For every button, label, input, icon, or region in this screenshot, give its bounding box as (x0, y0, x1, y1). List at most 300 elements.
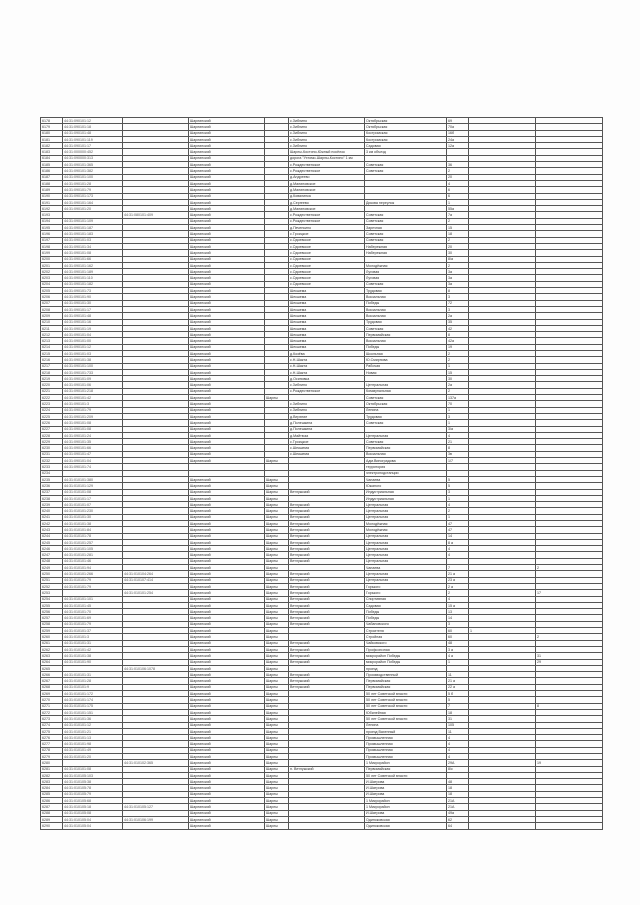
street-cell: Советская (365, 212, 447, 218)
locality-cell: Ветлужский (289, 514, 365, 520)
cadastral-number-cell: 44:31:090101:183 (63, 231, 123, 237)
row-number-cell: 6186 (41, 168, 63, 174)
house-number-cell: 1 (447, 495, 469, 501)
house-number-cell: 18 (447, 231, 469, 237)
district-cell: Шарлинский (189, 546, 265, 552)
street-cell: Советская (365, 218, 447, 224)
row-number-cell: 6219 (41, 376, 63, 382)
district-cell: Шарлинский (189, 243, 265, 249)
district-cell: Шарлинский (189, 609, 265, 615)
cadastral-number-cell: 44:31:090101:28 (63, 180, 123, 186)
house-number-cell: 19 (447, 344, 469, 350)
street-cell: Вокзальная (365, 313, 447, 319)
row-number-cell: 6225 (41, 413, 63, 419)
row-number-cell: 6267 (41, 678, 63, 684)
house-number-cell: 62 (447, 816, 469, 822)
settlement-cell: Шарлы (265, 527, 289, 533)
house-number-cell: 5 б (447, 691, 469, 697)
locality-cell: Ветлужский (289, 602, 365, 608)
row-number-cell: 6249 (41, 565, 63, 571)
cadastral-number-cell: 44:31:010101:17 (63, 495, 123, 501)
cadastral-number-cell: 44:31:010101:38 (63, 653, 123, 659)
row-number-cell: 6280 (41, 760, 63, 766)
street-cell: Южаного (365, 483, 447, 489)
district-cell: Шарлинский (189, 571, 265, 577)
settlement-cell: Шарлы (265, 634, 289, 640)
row-number-cell: 6276 (41, 735, 63, 741)
district-cell: Шарлинский (189, 785, 265, 791)
cadastral-number-cell: 44:31:010105:79 (63, 791, 123, 797)
district-cell: Шарлинский (189, 514, 265, 520)
district-cell: Шарлинский (189, 199, 265, 205)
row-number-cell: 6233 (41, 464, 63, 470)
row-number-cell: 6287 (41, 804, 63, 810)
district-cell: Шарлинский (189, 269, 265, 275)
locality-cell: п. Ветлужский (289, 766, 365, 772)
street-cell: Центральная (365, 571, 447, 577)
cadastral-number-cell: 44:31:090101:04 (63, 458, 123, 464)
parent-cadastral-number-cell: 44:31:010106:199 (123, 816, 189, 822)
house-number-cell: 18 (447, 791, 469, 797)
locality-cell: д.Полешкина (289, 420, 365, 426)
street-cell: Садовая (365, 602, 447, 608)
cadastral-number-cell: 44:31:090101:18 (63, 124, 123, 130)
district-cell: Шарлинский (189, 646, 265, 652)
row-number-cell: 6226 (41, 420, 63, 426)
district-cell: Шарлинский (189, 225, 265, 231)
row-number-cell: 6254 (41, 596, 63, 602)
row-number-cell: 6268 (41, 684, 63, 690)
locality-cell: Ветлужский (289, 521, 365, 527)
settlement-cell: Шарлы (265, 646, 289, 652)
district-cell: Шарлинский (189, 810, 265, 816)
house-number-cell: 3а (447, 281, 469, 287)
district-cell: Шарлинский (189, 325, 265, 331)
district-cell: Шарлинский (189, 212, 265, 218)
cadastral-number-cell: 44:31:010101:42 (63, 646, 123, 652)
property-register-table (40, 117, 603, 830)
district-cell: Шарлинский (189, 306, 265, 312)
locality-cell: Шекшема (289, 325, 365, 331)
house-number-cell: 49а (447, 810, 469, 816)
row-number-cell: 6283 (41, 779, 63, 785)
street-cell: Победы (365, 300, 447, 306)
cadastral-number-cell: 44:31:010101:3 (63, 634, 123, 640)
street-cell: микрорайон Победы (365, 659, 447, 665)
district-cell: Шарлинский (189, 369, 265, 375)
row-number-cell: 6202 (41, 269, 63, 275)
district-cell: Шарлинский (189, 420, 265, 426)
district-cell: Шарлинский (189, 533, 265, 539)
district-cell: Шарлинский (189, 684, 265, 690)
street-cell: Одиноковская (365, 823, 447, 829)
cadastral-number-cell: 44:31:010101:84 (63, 527, 123, 533)
street-cell: 50 лет Советской власти (365, 772, 447, 778)
settlement-cell: Шарлы (265, 590, 289, 596)
row-number-cell: 6184 (41, 155, 63, 161)
house-number-cell: 11 (447, 672, 469, 678)
extra-2-cell: 2 (536, 565, 603, 571)
house-number-cell: 70 (447, 401, 469, 407)
row-number-cell: 6262 (41, 646, 63, 652)
row-number-cell: 6236 (41, 483, 63, 489)
house-number-cell: 69 (447, 118, 469, 124)
row-number-cell: 6200 (41, 256, 63, 262)
settlement-cell: Шарлы (265, 395, 289, 401)
cadastral-number-cell: 44:31:010105:103 (63, 772, 123, 778)
cadastral-number-cell: 44:31:010105:18 (63, 804, 123, 810)
cadastral-number-cell: 44:31:010101:9 (63, 684, 123, 690)
house-number-cell: 23 а (447, 577, 469, 583)
cadastral-number-cell: 44:31:010101:31 (63, 672, 123, 678)
house-number-cell: 4 (447, 596, 469, 602)
district-cell: Шарлинский (189, 445, 265, 451)
settlement-cell: Шарлы (265, 571, 289, 577)
locality-cell: с.Троицкое (289, 439, 365, 445)
cadastral-number-cell: 44:31:090101:382 (63, 168, 123, 174)
cadastral-number-cell: 44:31:010101:20 (63, 753, 123, 759)
cadastral-number-cell: 44:31:010101:28 (63, 678, 123, 684)
district-cell: Шарлинский (189, 432, 265, 438)
district-cell: Шарлинский (189, 823, 265, 829)
house-number-cell: 105 (447, 722, 469, 728)
row-number-cell: 6255 (41, 602, 63, 608)
row-number-cell: 6229 (41, 439, 63, 445)
house-number-cell: 5 (447, 476, 469, 482)
street-cell: Адм.Виноградова (365, 458, 447, 464)
district-cell: Шарлинский (189, 577, 265, 583)
street-cell: Луговая (365, 275, 447, 281)
street-cell: Советская (365, 168, 447, 174)
district-cell: Шарлинский (189, 162, 265, 168)
row-number-cell: 6188 (41, 180, 63, 186)
district-cell: Шарлинский (189, 124, 265, 130)
locality-cell: с.Рождественское (289, 162, 365, 168)
cadastral-number-cell: 44:31:010101:79 (63, 583, 123, 589)
row-number-cell: 6222 (41, 395, 63, 401)
district-cell: Шарлинский (189, 155, 265, 161)
row-number-cell: 6204 (41, 281, 63, 287)
row-number-cell: 6271 (41, 703, 63, 709)
row-number-cell: 6261 (41, 640, 63, 646)
cadastral-number-cell: 44:31:090101:187 (63, 225, 123, 231)
row-number-cell: 6206 (41, 294, 63, 300)
district-cell: Шарлинский (189, 489, 265, 495)
street-cell: Школьная (365, 350, 447, 356)
cadastral-number-cell: 44:31:010101:49 (63, 747, 123, 753)
district-cell: Шарлинский (189, 804, 265, 810)
row-number-cell: 6284 (41, 785, 63, 791)
settlement-cell: Шарлы (265, 772, 289, 778)
street-cell: Победы (365, 615, 447, 621)
street-cell: Спортивная (365, 596, 447, 602)
row-number-cell: 6190 (41, 193, 63, 199)
district-cell: Шарлинский (189, 634, 265, 640)
street-cell: Советская (365, 231, 447, 237)
house-number-cell: 60 (447, 634, 469, 640)
cadastral-number-cell: 44:31:010101:13 (63, 735, 123, 741)
house-number-cell: 24а (447, 136, 469, 142)
cadastral-number-cell: 44:31:090101:100 (63, 363, 123, 369)
cadastral-number-cell: 44:31:090101:04 (63, 332, 123, 338)
settlement-cell: Шарлы (265, 760, 289, 766)
street-cell: Центральная (365, 558, 447, 564)
locality-cell: с.Рождественское (289, 168, 365, 174)
cadastral-number-cell: 44:31:010101:105 (63, 546, 123, 552)
street-cell: Центральная (365, 382, 447, 388)
locality-cell: Ветлужский (289, 508, 365, 514)
district-cell: Шарлинский (189, 143, 265, 149)
row-number-cell: 6203 (41, 275, 63, 281)
settlement-cell: Шарлы (265, 609, 289, 615)
district-cell: Шарлинский (189, 798, 265, 804)
cadastral-number-cell: 44:31:090101:08 (63, 420, 123, 426)
settlement-cell: Шарлы (265, 502, 289, 508)
cadastral-number-cell: 44:31:010101:08 (63, 766, 123, 772)
street-cell: Набережная (365, 243, 447, 249)
settlement-cell: Шарлы (265, 709, 289, 715)
cadastral-number-cell: 44:31:090101:48 (63, 130, 123, 136)
locality-cell: с.Зиблино (289, 118, 365, 124)
district-cell: Шарлинский (189, 653, 265, 659)
locality-cell: д.Осиповка (289, 376, 365, 382)
cadastral-number-cell: 44:31:000000:452 (63, 149, 123, 155)
cadastral-number-cell: 44:31:010101:21 (63, 728, 123, 734)
street-cell: проезд (365, 665, 447, 671)
district-cell: Шарлинский (189, 495, 265, 501)
settlement-cell: Шарлы (265, 495, 289, 501)
district-cell: Шарлинский (189, 407, 265, 413)
cadastral-number-cell: 44:31:010101:08 (63, 489, 123, 495)
cadastral-number-cell: 44:31:010101:151 (63, 709, 123, 715)
row-number-cell: 6218 (41, 369, 63, 375)
row-number-cell: 6183 (41, 149, 63, 155)
street-cell: Центральная (365, 546, 447, 552)
district-cell: Шарлинский (189, 344, 265, 350)
locality-cell: с.Зиблино (289, 130, 365, 136)
district-cell: Шарлинский (189, 539, 265, 545)
locality-cell: д.Ковалинка (289, 193, 365, 199)
house-number-cell: 3 (447, 294, 469, 300)
cadastral-number-cell: 44:31:090101:09 (63, 376, 123, 382)
locality-cell: Шекшема (289, 338, 365, 344)
cadastral-number-cell: 44:31:010101:37 (63, 628, 123, 634)
cadastral-number-cell: 44:31:010101:98 (63, 741, 123, 747)
house-number-cell: 3 (447, 413, 469, 419)
cadastral-number-cell: 44:31:090101:189 (63, 269, 123, 275)
district-cell: Шарлинский (189, 716, 265, 722)
row-number-cell: 6250 (41, 571, 63, 577)
cadastral-number-cell: 44:31:090101:218 (63, 388, 123, 394)
house-number-cell: 3 а (447, 646, 469, 652)
row-number-cell: 6191 (41, 199, 63, 205)
row-number-cell: 6274 (41, 722, 63, 728)
street-cell: Советская (365, 237, 447, 243)
extra-1-cell: 1 (469, 628, 536, 634)
district-cell: Шарлинский (189, 678, 265, 684)
house-number-cell: 55а (447, 206, 469, 212)
locality-cell: Ветлужский (289, 577, 365, 583)
row-number-cell: 6195 (41, 225, 63, 231)
house-number-cell: 29А (447, 760, 469, 766)
street-cell: 50 лет Советской власти (365, 691, 447, 697)
locality-cell: с.Одоевское (289, 275, 365, 281)
district-cell: Шарлинский (189, 206, 265, 212)
row-number-cell: 6178 (41, 118, 63, 124)
locality-cell: с.Рождественское (289, 388, 365, 394)
district-cell: Шарлинский (189, 558, 265, 564)
locality-cell: Ветлужский (289, 646, 365, 652)
row-number-cell: 6258 (41, 621, 63, 627)
house-number-cell: 21 а (447, 678, 469, 684)
row-number-cell: 6187 (41, 174, 63, 180)
district-cell: Шарлинский (189, 288, 265, 294)
street-cell: микрорайон Победы (365, 653, 447, 659)
district-cell: Шарлинский (189, 741, 265, 747)
row-number-cell: 6244 (41, 533, 63, 539)
cadastral-number-cell: 44:31:090101:08 (63, 250, 123, 256)
cadastral-number-cell: 44:31:010105:68 (63, 798, 123, 804)
street-cell: Горького (365, 583, 447, 589)
district-cell: Шарлинский (189, 281, 265, 287)
street-cell: Коммунальная (365, 388, 447, 394)
locality-cell: Ветлужский (289, 558, 365, 564)
cadastral-number-cell: 44:31:010101:46 (63, 558, 123, 564)
district-cell: Шарлинский (189, 728, 265, 734)
street-cell: Строителя (365, 628, 447, 634)
district-cell: Шарлинский (189, 168, 265, 174)
street-cell: Заречная (365, 225, 447, 231)
house-number-cell: 47 (447, 521, 469, 527)
row-number-cell: 6257 (41, 615, 63, 621)
cadastral-number-cell: 44:31:010105:38 (63, 779, 123, 785)
district-cell: Шарлинский (189, 621, 265, 627)
street-cell: Первомайская (365, 678, 447, 684)
settlement-cell: Шарлы (265, 659, 289, 665)
district-cell: Шарлинский (189, 772, 265, 778)
locality-cell: Ветлужский (289, 583, 365, 589)
street-cell: Трудовая (365, 413, 447, 419)
street-cell: Центральная (365, 552, 447, 558)
street-cell: И.Шатрова (365, 791, 447, 797)
settlement-cell: Шарлы (265, 640, 289, 646)
settlement-cell: Шарлы (265, 665, 289, 671)
district-cell: Шарлинский (189, 363, 265, 369)
locality-cell: Ветлужский (289, 672, 365, 678)
house-number-cell: 2 (447, 590, 469, 596)
street-cell: Советская (365, 162, 447, 168)
extra-1-cell (469, 823, 536, 829)
district-cell: Шарлинский (189, 628, 265, 634)
row-number-cell: 6182 (41, 143, 63, 149)
cadastral-number-cell: 44:31:090101:173 (63, 193, 123, 199)
extra-2-cell (536, 823, 603, 829)
street-cell: Луговая (365, 269, 447, 275)
cadastral-number-cell: 44:31:010101:38 (63, 521, 123, 527)
cadastral-number-cell: 44:31:090101:74 (63, 464, 123, 470)
settlement-cell: Шарлы (265, 521, 289, 527)
street-cell: Первомайская (365, 684, 447, 690)
street-cell: Центральная (365, 508, 447, 514)
district-cell: Шарлинский (189, 218, 265, 224)
cadastral-number-cell: 44:31:010101:129 (63, 483, 123, 489)
settlement-cell: Шарлы (265, 691, 289, 697)
street-cell: Победы (365, 344, 447, 350)
house-number-cell: 1 (447, 420, 469, 426)
settlement-cell: Шарлы (265, 823, 289, 829)
cadastral-number-cell: 44:31:090101:66 (63, 256, 123, 262)
locality-cell: д.Полешкина (289, 426, 365, 432)
district-cell: Шарлинский (189, 791, 265, 797)
house-number-cell: 64 (447, 823, 469, 829)
house-number-cell: 14 (447, 615, 469, 621)
house-number-cell: 2 (447, 237, 469, 243)
locality-cell: с.Н-Шакта (289, 363, 365, 369)
row-number-cell: 6237 (41, 489, 63, 495)
house-number-cell: 1 (447, 659, 469, 665)
locality-cell: с.Одоевское (289, 269, 365, 275)
register-rows (41, 118, 603, 830)
settlement-cell: Шарлы (265, 684, 289, 690)
locality-cell: с.Троицкое (289, 231, 365, 237)
cadastral-number-cell: 44:31:090101:79 (63, 407, 123, 413)
settlement-cell: Шарлы (265, 722, 289, 728)
house-number-cell: 2 (447, 388, 469, 394)
house-number-cell: 5 (447, 483, 469, 489)
district-cell: Шарлинский (189, 596, 265, 602)
street-cell: И.Шатрова (365, 785, 447, 791)
locality-cell: Шекшема (289, 332, 365, 338)
locality-cell: Шекшема (289, 288, 365, 294)
settlement-cell: Шарлы (265, 489, 289, 495)
row-number-cell: 6289 (41, 816, 63, 822)
cadastral-number-cell: 44:31:010101:172 (63, 691, 123, 697)
row-number-cell: 6253 (41, 590, 63, 596)
district-cell: Шарлинский (189, 294, 265, 300)
street-cell: территория (365, 464, 447, 470)
district-cell: Шарлинский (189, 502, 265, 508)
row-number-cell: 6270 (41, 697, 63, 703)
row-number-cell: 6272 (41, 709, 63, 715)
row-number-cell: 6199 (41, 250, 63, 256)
settlement-cell: Шарлы (265, 798, 289, 804)
cadastral-number-cell: 44:31:010101:45 (63, 602, 123, 608)
house-number-cell: 2 (447, 350, 469, 356)
row-number-cell: 6196 (41, 231, 63, 237)
locality-cell: Ветлужский (289, 527, 365, 533)
house-number-cell: 3 (447, 306, 469, 312)
locality-cell: с.Рождественское (289, 212, 365, 218)
cadastral-number-cell: 44:31:090101:03 (63, 237, 123, 243)
cadastral-number-cell: 44:31:090101:16 (63, 319, 123, 325)
settlement-cell: Шарлы (265, 615, 289, 621)
parent-cadastral-number-cell: 44:31:010107:414 (123, 577, 189, 583)
row-number-cell: 6208 (41, 306, 63, 312)
locality-cell: Шекшема (289, 294, 365, 300)
district-cell: Шарлинский (189, 439, 265, 445)
house-number-cell: 2 (447, 508, 469, 514)
street-cell: Промышленная (365, 747, 447, 753)
row-number-cell: 6263 (41, 653, 63, 659)
street-cell: Вокзальная (365, 451, 447, 457)
cadastral-number-cell: 44:31:090101:182 (63, 281, 123, 287)
house-number-cell: 5 (447, 697, 469, 703)
locality-cell: д.Сергеево (289, 199, 365, 205)
street-cell: Набережная (365, 250, 447, 256)
row-number-cell: 6189 (41, 187, 63, 193)
street-cell: Первомайская (365, 766, 447, 772)
street-cell: Юбилейная (365, 709, 447, 715)
